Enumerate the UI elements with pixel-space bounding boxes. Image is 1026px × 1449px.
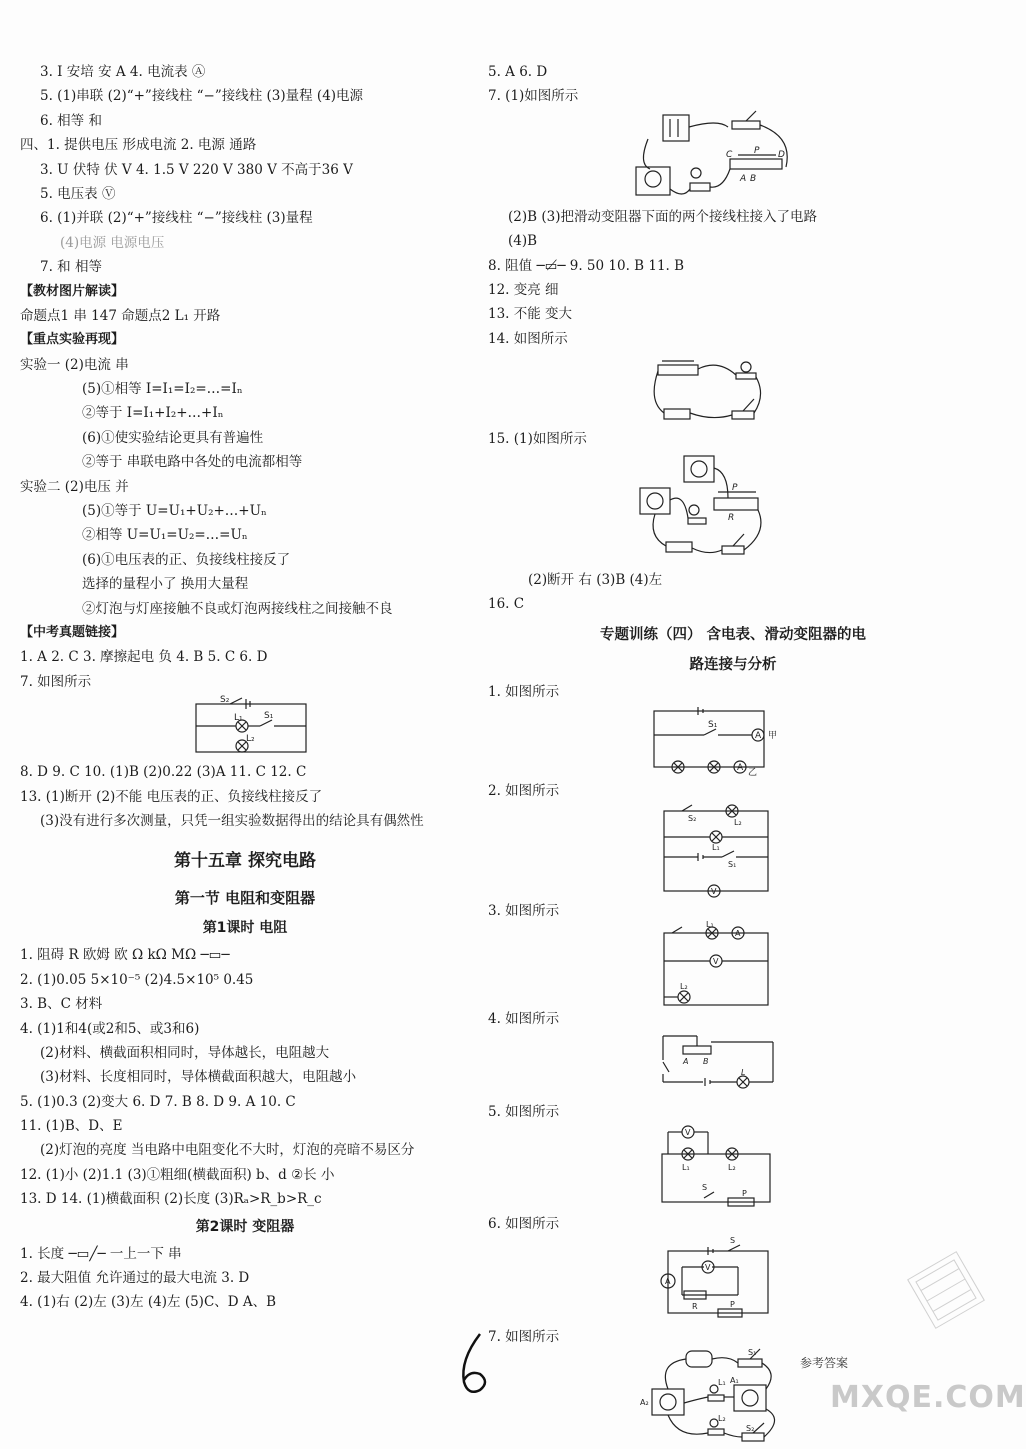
answer-line: (6)①使实验结论更具有普遍性 [82,429,264,446]
answer-line: 8. D 9. C 10. (1)B (2)0.22 (3)A 11. C 12. C [20,764,307,781]
answer-line: (4)B [508,233,538,250]
answer-line: 1. A 2. C 3. 摩擦起电 负 4. B 5. C 6. D [20,649,268,666]
fig-label: A [735,929,741,939]
fig-label: V [713,957,719,967]
answer-line: (2)灯泡的亮度 当电路中电阻变化不大时，灯泡的亮暗不易区分 [40,1142,415,1159]
fig-label: B [703,1056,709,1066]
answer-line: 5. (1)串联 (2)“+”接线柱 “−”接线柱 (3)量程 (4)电源 [40,88,364,105]
answer-line: ②等于 I=I₁+I₂+…+Iₙ [82,405,224,422]
answer-line: 7. 和 相等 [40,259,102,276]
answer-line: 12. 变亮 细 [488,281,559,298]
answer-line: 5. (1)0.3 (2)变大 6. D 7. B 8. D 9. A 10. C [20,1093,296,1110]
answer-line: 13. (1)断开 (2)不能 电压表的正、负接线柱接反了 [20,788,323,805]
page-footer: 参考答案 [800,1356,849,1370]
answer-line: 3. I 安培 安 A 4. 电流表 Ⓐ [40,64,206,80]
fig-label: B [750,173,757,184]
fig-label: A [665,1276,671,1286]
answer-line: 4. (1)右 (2)左 (3)左 (4)左 (5)C、D A、B [20,1294,277,1311]
fig-label: L [741,1067,746,1077]
topic-item-1: 1. 如图所示 [488,684,560,701]
fig-label: L₁ [706,920,714,930]
fig-label: L₂ [246,734,255,745]
answer-line: 5. 电压表 Ⓥ [40,185,116,202]
answer-line: 3. U 伏特 伏 V 4. 1.5 V 220 V 380 V 不高于36 V [40,161,353,178]
answer-line: 四、1. 提供电压 形成电流 2. 电源 通路 [20,137,257,154]
fig-label: A [755,730,762,741]
fig-label: A [683,1056,689,1066]
answer-line: (2)B (3)把滑动变阻器下面的两个接线柱接入了电路 [508,208,817,225]
answer-line: 15. (1)如图所示 [488,431,587,448]
fig-label: D [778,149,785,160]
fig-label: L₁ [234,713,243,724]
answer-line: 1. 长度 ─▭╱─ 一上一下 串 [20,1245,182,1262]
fig-label: L₂ [718,1414,726,1424]
circuit-figure-topic-2 [658,803,978,903]
fig-label: 乙 [748,767,758,778]
fig-label: S₁ [708,719,718,730]
fig-label: P [732,482,738,493]
answer-line: 命题点1 串 147 命题点2 L₁ 开路 [20,307,221,324]
fig-label: S₂ [746,1424,755,1434]
fig-label: V [705,1262,711,1272]
lesson-title: 第1课时 电阻 [202,920,288,937]
answer-line: 选择的量程小了 换用大量程 [82,576,249,593]
topic-item-3: 3. 如图所示 [488,903,560,920]
fig-label: L₂ [680,982,688,992]
fig-label: S₁ [748,1348,757,1358]
watermark: MXQE.COM [830,1380,1026,1415]
fig-label: A₁ [730,1376,739,1386]
answer-line: 6. 相等 和 [40,112,102,129]
answer-line: ②等于 串联电路中各处的电流都相等 [82,454,303,471]
answer-line: 实验一 (2)电流 串 [20,356,129,373]
topic-item-4: 4. 如图所示 [488,1011,560,1028]
answer-line: 实验二 (2)电压 并 [20,478,129,495]
handwritten-number [450,1330,500,1404]
answer-line: (5)①等于 U=U₁+U₂+…+Uₙ [82,503,267,520]
answer-line: 16. C [488,595,525,612]
answer-line: 5. A 6. D [488,64,548,80]
answer-line: 13. 不能 变大 [488,306,573,323]
answer-line: 7. 如图所示 [20,673,92,690]
topic-item-2: 2. 如图所示 [488,782,560,799]
answer-line: 13. D 14. (1)横截面积 (2)长度 (3)Rₐ>R_b>R_c [20,1191,322,1208]
circuit-figure-topic-5 [658,1124,978,1212]
fig-label: A [740,173,747,184]
answer-line: 12. (1)小 (2)1.1 (3)①粗细(横截面积) b、d ②长 小 [20,1166,335,1183]
answer-line: (2)断开 右 (3)B (4)左 [528,571,663,588]
fig-label: L₁ [718,1378,726,1388]
fig-label: L₂ [734,818,742,828]
answer-line: (6)①电压表的正、负接线柱接反了 [82,551,291,568]
fig-label: L₂ [728,1163,736,1173]
fig-label: A₂ [640,1398,649,1408]
lesson-title: 第2课时 变阻器 [195,1218,295,1235]
answer-line: 【教材图片解读】 [20,283,125,299]
answer-line: 8. 阻值 ─▭̸─ 9. 50 10. B 11. B [488,257,685,274]
topic-item-5: 5. 如图所示 [488,1103,560,1120]
answer-line: (4)电源 电源电压 [60,234,165,251]
answer-line: (3)没有进行多次测量，只凭一组实验数据得出的结论具有偶然性 [40,812,424,829]
fig-label: L₁ [682,1163,690,1173]
answer-line: (5)①相等 I=I₁=I₂=…=Iₙ [82,381,243,398]
circuit-figure-topic-1 [648,705,978,778]
circuit-figure-topic-4 [653,1032,978,1092]
answer-line: ②灯泡与灯座接触不良或灯泡两接线柱之间接触不良 [82,600,393,617]
fig-label: C [726,149,733,160]
fig-label: 甲 [768,730,778,741]
answer-line: 7. (1)如图所示 [488,88,579,105]
fig-label: A [737,762,744,773]
answer-line: (2)材料、横截面积相同时，导体越长，电阻越大 [40,1044,330,1061]
fig-label: S [730,1235,736,1245]
answer-line: ②相等 U=U₁=U₂=…=Uₙ [82,527,248,544]
answer-line: 14. 如图所示 [488,330,568,347]
fig-label: S [702,1183,708,1193]
answer-line: (3)材料、长度相同时，导体横截面积越大，电阻越小 [40,1069,357,1086]
fig-label: R [692,1301,698,1311]
answer-line: 【中考真题链接】 [20,624,125,640]
fig-label: L₁ [712,843,720,853]
stamp-icon [906,1250,986,1334]
circuit-figure-topic-3 [658,920,978,1011]
topic-title-line1: 专题训练（四） 含电表、滑动变阻器的电 [599,627,867,644]
circuit-figure-q15 [628,452,978,568]
fig-label: P [730,1299,735,1309]
fig-label: V [685,1128,691,1138]
fig-label: S₂ [688,814,697,824]
fig-label: S₁ [264,711,274,722]
chapter-title: 第十五章 探究电路 [174,851,316,872]
fig-label: V [711,887,717,897]
answer-line: 2. 最大阻值 允许通过的最大电流 3. D [20,1270,250,1287]
right-column [488,60,978,1449]
fig-label: R [728,512,735,523]
circuit-figure-q7-left [190,694,470,760]
answer-line: 6. (1)并联 (2)“+”接线柱 “−”接线柱 (3)量程 [40,210,313,227]
answer-line: 1. 阻碍 R 欧姆 欧 Ω kΩ MΩ ─▭─ [20,947,230,964]
topic-title-line2: 路连接与分析 [689,657,777,674]
section-title: 第一节 电阻和变阻器 [174,889,316,908]
fig-label: P [742,1189,747,1199]
answer-line: 11. (1)B、D、E [20,1118,123,1135]
fig-label: P [754,145,760,156]
answer-line: 【重点实验再现】 [20,332,125,348]
answer-line: 3. B、C 材料 [20,996,103,1013]
topic-item-6: 6. 如图所示 [488,1216,560,1233]
circuit-figure-q14 [648,351,978,427]
fig-label: S₂ [220,695,230,706]
topic-item-7: 7. 如图所示 [488,1328,560,1345]
answer-line: 4. (1)1和4(或2和5、或3和6) [20,1020,200,1037]
fig-label: S₁ [728,860,737,870]
answer-line: 2. (1)0.05 5×10⁻⁵ (2)4.5×10⁵ 0.45 [20,971,254,988]
left-column [20,60,470,1315]
circuit-figure-q7-right [628,109,978,205]
